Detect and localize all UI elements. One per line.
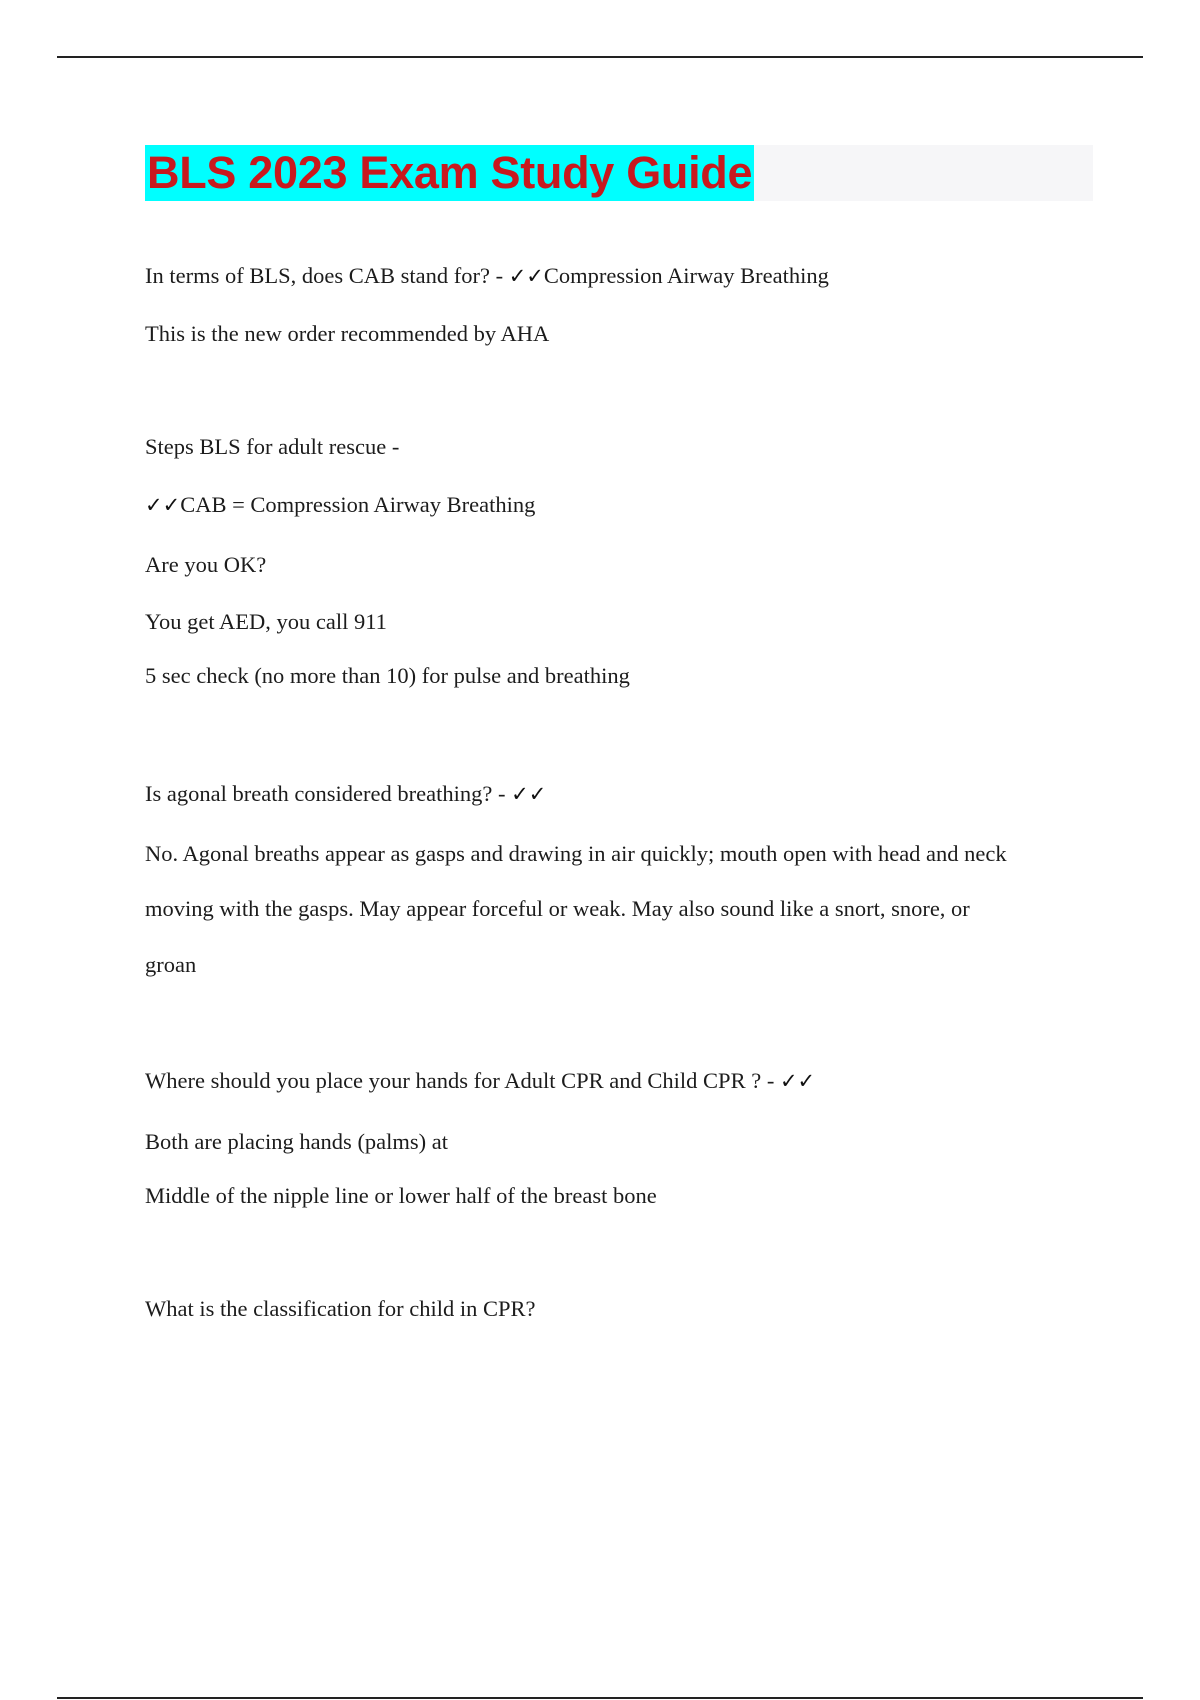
- question-2: Steps BLS for adult rescue -: [145, 434, 400, 459]
- top-rule: [57, 56, 1143, 58]
- check-mark-icon: ✓✓: [511, 782, 547, 806]
- answer-2-first-text: CAB = Compression Airway Breathing: [180, 492, 536, 517]
- answer-1-line-1: This is the new order recommended by AHA: [145, 321, 550, 346]
- bottom-rule: [57, 1697, 1143, 1699]
- page-title: BLS 2023 Exam Study Guide: [145, 145, 754, 201]
- answer-2-line-2: You get AED, you call 911: [145, 609, 387, 634]
- answer-3-line-3: groan: [145, 952, 197, 977]
- answer-3-line-1: No. Agonal breaths appear as gasps and drawing in air quickly; mouth open with head and neck: [145, 841, 1007, 866]
- question-1: [145, 261, 829, 291]
- question-3-text: Is agonal breath considered breathing? -: [145, 781, 512, 806]
- answer-4-line-1: Both are placing hands (palms) at: [145, 1129, 449, 1154]
- question-4: [145, 1066, 815, 1096]
- answer-4-line-2: Middle of the nipple line or lower half of the breast bone: [145, 1183, 657, 1208]
- answer-2-line-1: Are you OK?: [145, 552, 267, 577]
- answer-2-first: [145, 490, 535, 520]
- question-1-text: In terms of BLS, does CAB stand for? -: [145, 263, 509, 288]
- answer-1-inline: Compression Airway Breathing: [543, 263, 829, 288]
- answer-3-line-2: moving with the gasps. May appear forceful or weak. May also sound like a snort, snore, or: [145, 896, 970, 921]
- check-mark-icon: ✓✓: [145, 493, 181, 517]
- question-3: [145, 779, 546, 809]
- check-mark-icon: ✓✓: [508, 264, 544, 288]
- question-5: What is the classification for child in CPR?: [145, 1296, 536, 1321]
- answer-2-line-3: 5 sec check (no more than 10) for pulse and breathing: [145, 663, 630, 688]
- check-mark-icon: ✓✓: [779, 1069, 816, 1093]
- question-4-text: Where should you place your hands for Adult CPR and Child CPR ? -: [145, 1068, 780, 1093]
